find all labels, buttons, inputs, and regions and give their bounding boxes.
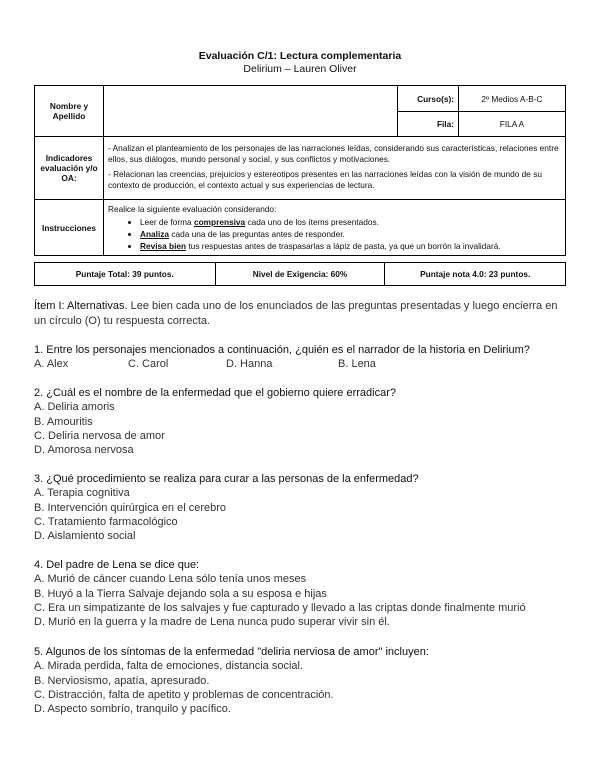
instruction-item: • Leer de forma comprensiva cada uno de los ítems presentados. bbox=[140, 216, 561, 228]
question-text: 1. Entre los personajes mencionados a continuación, ¿quién es el narrador de la historia en Delirium? bbox=[34, 344, 530, 356]
option[interactable]: C. Era un simpatizante de los salvajes y fue capturado y llevado a las criptas donde finalmente murió bbox=[34, 601, 526, 614]
option[interactable]: C. Deliria nervosa de amor bbox=[34, 429, 165, 442]
option[interactable]: D. Murió en la guerra y la madre de Lena nunca pudo superar vivir sin él. bbox=[34, 616, 390, 629]
section-instructions bbox=[34, 299, 562, 329]
option[interactable]: B. Amouritis bbox=[34, 415, 93, 428]
document-subtitle: Delirium – Lauren Oliver bbox=[243, 63, 357, 75]
instructions-intro: Realice la siguiente evaluación considerando: bbox=[108, 203, 277, 214]
document-title: Evaluación C/1: Lectura complementaria bbox=[198, 50, 402, 62]
name-label: Nombre y Apellido bbox=[35, 86, 104, 137]
instructions-list bbox=[108, 216, 561, 252]
question-text: 4. Del padre de Lena se dice que: bbox=[34, 559, 200, 571]
option[interactable]: A. Deliria amoris bbox=[34, 401, 115, 414]
indicator-item: - Relacionan las creencias, prejuicios y estereotipos presentes en las narraciones leídas con la visión de mundo de su contexto de producción, el contexto actual y sus experiencias de lectura. bbox=[108, 168, 542, 190]
name-field[interactable] bbox=[104, 86, 398, 137]
option[interactable]: C. Tratamiento farmacológico bbox=[34, 515, 178, 528]
option[interactable]: A. Murió de cáncer cuando Lena sólo tenía unos meses bbox=[34, 573, 307, 586]
info-table bbox=[34, 85, 566, 256]
section-text: Lee bien cada uno de los enunciados de las preguntas presentadas y luego encierra en un círculo (O) tu respuesta correcta. bbox=[34, 300, 558, 327]
option[interactable]: D. Aspecto sombrío, tranquilo y pacífico. bbox=[34, 703, 231, 716]
option[interactable]: D. Aislamiento social bbox=[34, 530, 136, 543]
demand-level: Nivel de Exigencia: 60% bbox=[215, 263, 385, 286]
instruction-item: • Analiza cada una de las preguntas antes de responder. bbox=[140, 228, 561, 240]
option[interactable]: A. Terapia cognitiva bbox=[34, 487, 130, 500]
question-2 bbox=[34, 386, 574, 457]
instruction-item: • Revisa bien tus respuestas antes de traspasarlas a lápiz de pasta, ya que un borrón la invalidará. bbox=[140, 240, 561, 252]
course-label: Curso(s): bbox=[398, 86, 459, 112]
option[interactable]: B. Huyó a la Tierra Salvaje dejando sola a su esposa e hijas bbox=[34, 587, 327, 600]
option[interactable]: B. Nerviosismo, apatía, apresurado. bbox=[34, 674, 210, 687]
option[interactable]: A. Mirada perdida, falta de emociones, distancia social. bbox=[34, 660, 304, 673]
instructions-cell bbox=[104, 200, 566, 256]
scores-table bbox=[34, 262, 566, 286]
row-label: Fila: bbox=[398, 112, 459, 137]
option[interactable]: A. Alex bbox=[34, 358, 69, 371]
question-3 bbox=[34, 472, 574, 543]
question-options bbox=[34, 357, 574, 371]
course-value: 2º Medios A-B-C bbox=[459, 86, 566, 112]
option[interactable]: D. Hanna bbox=[226, 358, 273, 371]
total-score: Puntaje Total: 39 puntos. bbox=[35, 263, 216, 286]
question-text: 3. ¿Qué procedimiento se realiza para curar a las personas de la enfermedad? bbox=[34, 473, 419, 485]
option[interactable]: D. Amorosa nervosa bbox=[34, 444, 134, 457]
option[interactable]: C. Distracción, falta de apetito y problemas de concentración. bbox=[34, 688, 334, 701]
option[interactable]: C. Carol bbox=[128, 358, 169, 371]
question-text: 5. Algunos de los síntomas de la enfermedad "deliria nerviosa de amor" incluyen: bbox=[34, 646, 429, 658]
question-1 bbox=[34, 343, 574, 371]
question-4 bbox=[34, 558, 574, 629]
indicator-item: - Analizan el planteamiento de los personajes de las narraciones leídas, considerando sus características, relaciones entre ellos, sus diálogos, mundo personal y social, y sus conflictos y motivaciones. bbox=[108, 142, 559, 164]
indicators-cell bbox=[104, 137, 566, 200]
passing-score: Puntaje nota 4.0: 23 puntos. bbox=[385, 263, 566, 286]
question-text: 2. ¿Cuál es el nombre de la enfermedad que el gobierno quiere erradicar? bbox=[34, 387, 396, 399]
indicators-label: Indicadores evaluación y/o OA: bbox=[35, 137, 104, 200]
option[interactable]: B. Lena bbox=[338, 358, 376, 371]
option[interactable]: B. Intervención quirúrgica en el cerebro bbox=[34, 501, 226, 514]
question-5 bbox=[34, 645, 574, 716]
instructions-label: Instrucciones bbox=[35, 200, 104, 256]
section-heading: Ítem I: Alternativas. bbox=[34, 300, 128, 312]
row-value: FILA A bbox=[459, 112, 566, 137]
